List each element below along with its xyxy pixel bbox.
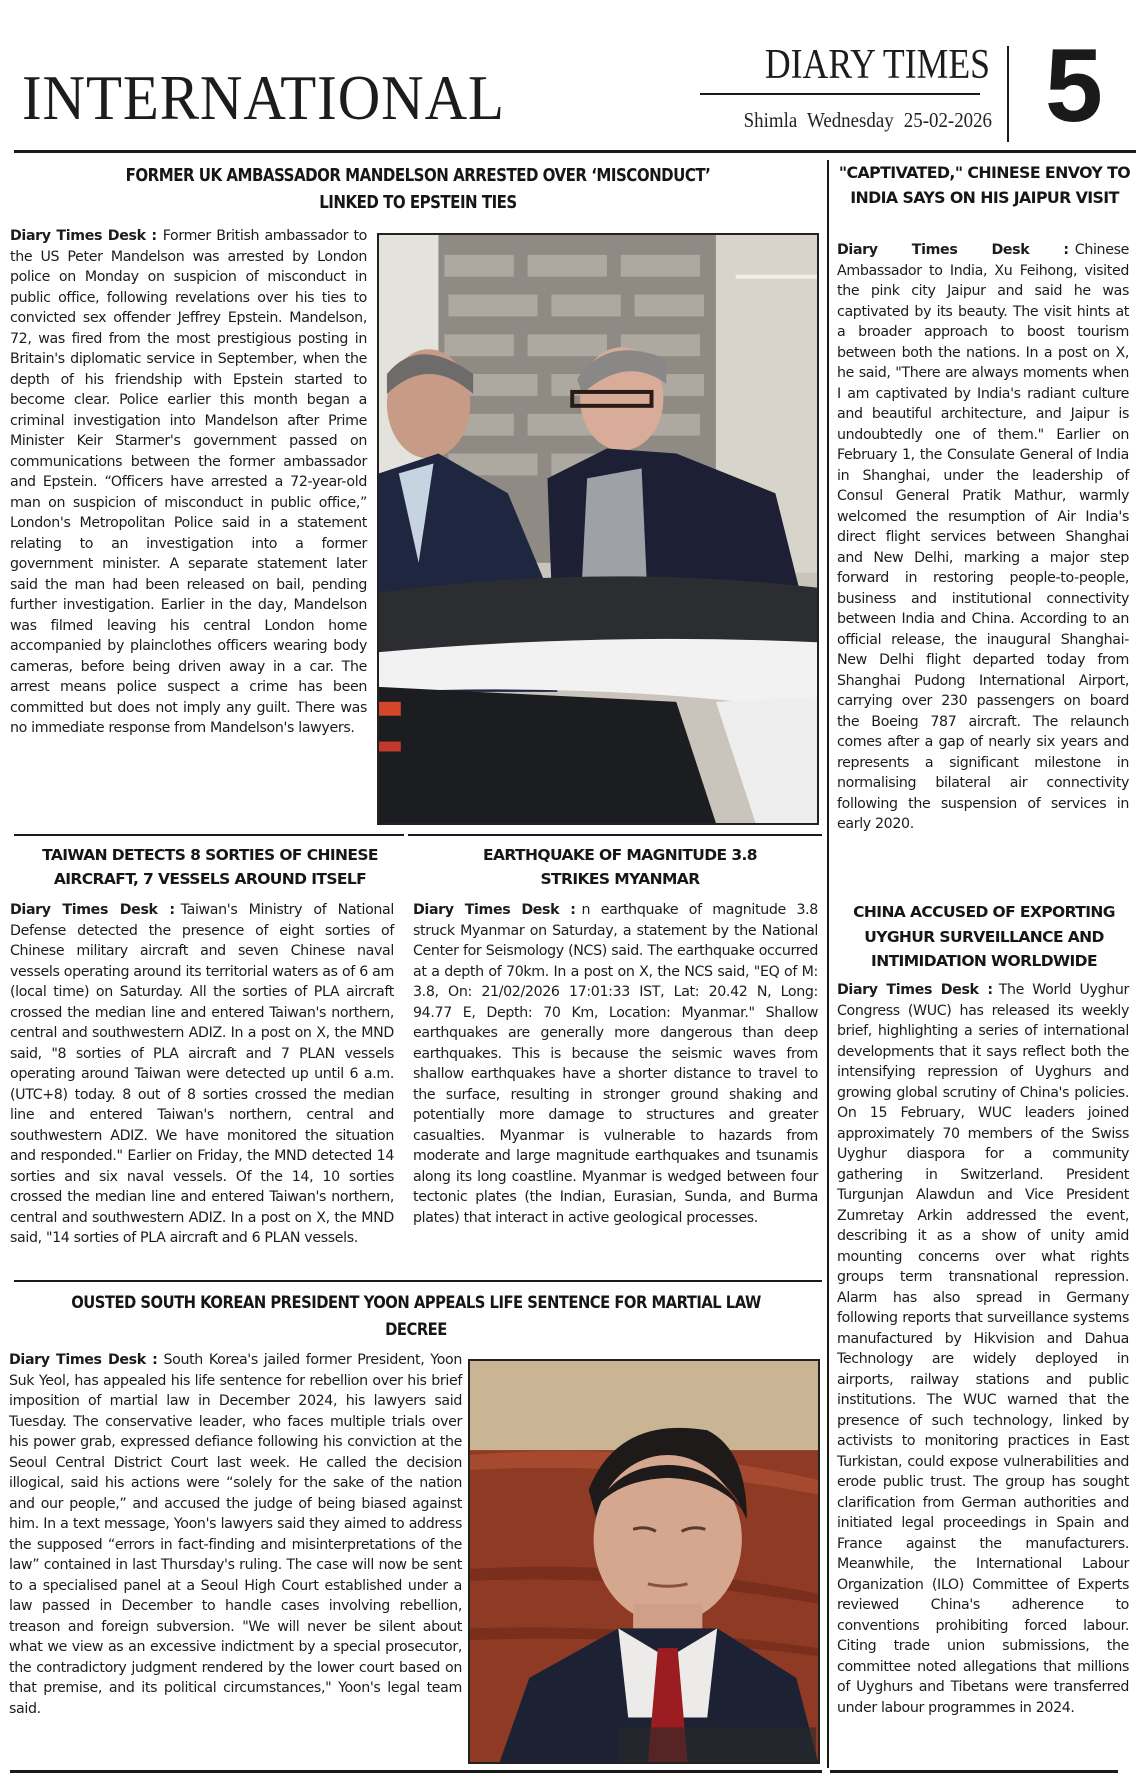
dateline-date: 25-02-2026 [903, 108, 992, 132]
rule-below-mandelson-left [14, 834, 404, 836]
paper-name: DIARY TIMES [764, 42, 990, 88]
dateline-city: Shimla [743, 108, 798, 132]
column-divider-mid [405, 838, 406, 1278]
headline-earthquake: EARTHQUAKE OF MAGNITUDE 3.8 STRIKES MYANMAR [483, 846, 757, 888]
byline-desk: Diary Times Desk : [413, 902, 576, 918]
dateline [675, 108, 992, 133]
section-title: INTERNATIONAL [22, 62, 505, 133]
byline-desk: Diary Times Desk : [10, 902, 175, 918]
article-body-envoy [837, 240, 1129, 835]
dateline-day: Wednesday [807, 108, 894, 132]
masthead-rule [700, 93, 980, 95]
byline-desk: Diary Times Desk : [9, 1352, 158, 1368]
byline-desk: Diary Times Desk : [837, 242, 1069, 258]
headline-line: LINKED TO EPSTEIN TIES [319, 193, 517, 214]
article-body-earthquake [413, 900, 818, 1228]
article-text: Former British ambassador to the US Peter Mandelson was arrested by London police on Monday on suspicion of misconduct in public office, following revelations over his ties to convicted sex offender Jeffrey Epstein. Mandelson, 72, was fired from the most prestigious posting in Britain's diplomatic service in September, when the depth of his friendship with Epstein started to become clear. Police earlier this month began a criminal investigation into Mandelson after Prime Minister Keir Starmer's government passed on communications between the former ambassador and Epstein. “Officers have arrested a 72-year-old man on suspicion of misconduct in public office,” London's Metropolitan Police said in a statement relating to an investigation into a former government minister. A separate statement later said the man had been released on bail, pending further investigation. Earlier in the day, Mandelson was filmed leaving his central London home accompanied by plainclothes officers wearing body cameras, before being driven away in a car. The arrest means police suspect a crime has been committed but does not imply any guilt. There was no immediate response from Mandelson's lawyers. [10, 228, 367, 736]
photo-image [470, 1361, 818, 1762]
article-text: n earthquake of magnitude 3.8 struck Myanmar on Saturday, a statement by the National Center for Seismology (NCS) said. The earthquake occurred at a depth of 70km. In a post on X, the NCS said, "EQ of M: 3.8, On: 21/02/2026 17:01:33 IST, Lat: 20.42 N, Long: 94.77 E, Depth: 70 Km, Location: Myanmar." Shallow earthquakes are generally more dangerous than deep earthquakes. This is because the seismic waves from shallow earthquakes have a shorter distance to travel to the surface, resulting in stronger ground shaking and potentially more damage to structures and greater casualties. Myanmar is vulnerable to hazards from moderate and large magnitude earthquakes and tsunamis along its long coastline. Myanmar is wedged between four tectonic plates (the Indian, Eurasian, Sunda, and Burma plates) that interact in active geological processes. [413, 902, 818, 1226]
headline-yoon [67, 1290, 765, 1344]
byline-desk: Diary Times Desk : [837, 982, 993, 998]
headline-uyghur: CHINA ACCUSED OF EXPORTING UYGHUR SURVEILLANCE AND INTIMIDATION WORLDWIDE [853, 903, 1115, 970]
column-divider-right [827, 160, 829, 1768]
mandelson-arrest-photo [377, 233, 819, 825]
byline-desk: Diary Times Desk : [10, 228, 157, 244]
headline-line: DECREE [385, 1320, 447, 1340]
headline-envoy: "CAPTIVATED," CHINESE ENVOY TO INDIA SAYS ON HIS JAIPUR VISIT [838, 163, 1131, 207]
article-text: Taiwan's Ministry of National Defense detected the presence of eight sorties of Chinese military aircraft and seven Chinese naval vessels operating around its territorial waters as of 6 am (local time) on Saturday. All the sorties of PLA aircraft crossed the median line and entered Taiwan's northern, central and southwestern ADIZ. In a post on X, the MND said, "8 sorties of PLA aircraft and 7 PLAN vessels operating around Taiwan were detected up until 6 a.m. (UTC+8) today. 8 out of 8 sorties crossed the median line and entered Taiwan's northern, central and southwestern ADIZ. We have monitored the situation and responded." Earlier on Friday, the MND detected 14 sorties and six naval vessels. Of the 14, 10 sorties crossed the median line and entered Taiwan's northern, central and southwestern ADIZ. In a post on X, the MND said, "14 sorties of PLA aircraft and 6 PLAN vessels. [10, 902, 394, 1246]
uyghur-bottom-rule [830, 1770, 1118, 1773]
headline-line: OUSTED SOUTH KOREAN PRESIDENT YOON APPEALS LIFE SENTENCE FOR MARTIAL LAW [71, 1293, 761, 1313]
article-body-mandelson [10, 226, 367, 739]
yoon-portrait-photo [468, 1359, 820, 1764]
article-body-uyghur [837, 980, 1129, 1718]
headline-taiwan: TAIWAN DETECTS 8 SORTIES OF CHINESE AIRCRAFT, 7 VESSELS AROUND ITSELF [42, 846, 378, 888]
rule-below-mandelson-right [408, 834, 822, 836]
page-bottom-rule [10, 1770, 822, 1773]
article-text: Chinese Ambassador to India, Xu Feihong, visited the pink city Jaipur and said he was captivated by its beauty. The visit hints at a broader approach to boost tourism between both the nations. In a post on X, he said, "There are always moments when I am captivated by India's radiant culture and beautiful architecture, and Jaipur is undoubtedly one of them." Earlier on February 1, the Consulate General of India in Shanghai, under the leadership of Consul General Pratik Mathur, warmly welcomed the resumption of Air India's direct flight services between Shanghai and New Delhi, marking a major step forward in restoring people-to-people, business and institutional connectivity between India and China. According to an official release, the inaugural Shanghai-New Delhi flight departed today from Shanghai Pudong International Airport, carrying over 230 passengers on board the Boeing 787 aircraft. The relaunch comes after a gap of nearly six years and represents a significant milestone in normalising bilateral air connectivity following the suspension of services in early 2020. [837, 242, 1129, 832]
top-rule [14, 150, 1136, 153]
article-text: The World Uyghur Congress (WUC) has released its weekly brief, highlighting a series of international developments that it says reflect both the intensifying repression of Uyghurs and growing global scrutiny of China's policies. On 15 February, WUC leaders joined approximately 70 members of the Swiss Uyghur diaspora for a community gathering in Switzerland. President Turgunjan Alawdun and Vice President Zumretay Arkin addressed the event, describing it as a show of unity amid mounting concerns over what rights groups term transnational repression. Alarm has also spread in Germany following reports that surveillance systems manufactured by Hikvision and Dahua Technology are widely deployed in airports, railway stations and public institutions. The WUC warned that the presence of such technology, linked by activists to monitoring practices in East Turkistan, could expose vulnerabilities and erode public trust. The group has sought clarification from German authorities and initiated legal proceedings in Spain and France against the manufacturers. Meanwhile, the International Labour Organization (ILO) Committee of Experts reviewed China's adherence to conventions prohibiting forced labour. Citing trade union submissions, the committee noted allegations that millions of Uyghurs and Tibetans were transferred under labour programmes in 2024. [837, 982, 1129, 1716]
photo-image [379, 235, 817, 823]
article-text: South Korea's jailed former President, Yoon Suk Yeol, has appealed his life sentence for rebellion over his brief imposition of martial law in December 2024, his lawyers said Tuesday. The conservative leader, who faces multiple trials over his power grab, expressed defiance following his conviction at the Seoul Central District Court last week. He called the decision illogical, said his actions were “solely for the sake of the nation and our people,” and accused the judge of being biased against him. In a text message, Yoon's lawyers said they aimed to address the supposed “errors in fact-finding and misinterpretations of the law” contained in last Thursday's ruling. The case will now be sent to a specialised panel at a Seoul High Court established under a law passed in December to handle cases involving rebellion, treason and foreign subversion. "We will never be silent about what we view as an excessive indictment by a special prosecutor, the contradictory judgment rendered by the lower court based on that premise, and its political circumstances," Yoon's legal team said. [9, 1352, 462, 1717]
article-body-taiwan [10, 900, 394, 1249]
headline-line: FORMER UK AMBASSADOR MANDELSON ARRESTED OVER ‘MISCONDUCT’ [125, 166, 711, 186]
article-body-yoon [9, 1350, 462, 1719]
page-number: 5 [1045, 28, 1103, 144]
rule-above-yoon [14, 1280, 822, 1282]
headline-mandelson [71, 163, 766, 217]
masthead-divider [1007, 46, 1009, 142]
